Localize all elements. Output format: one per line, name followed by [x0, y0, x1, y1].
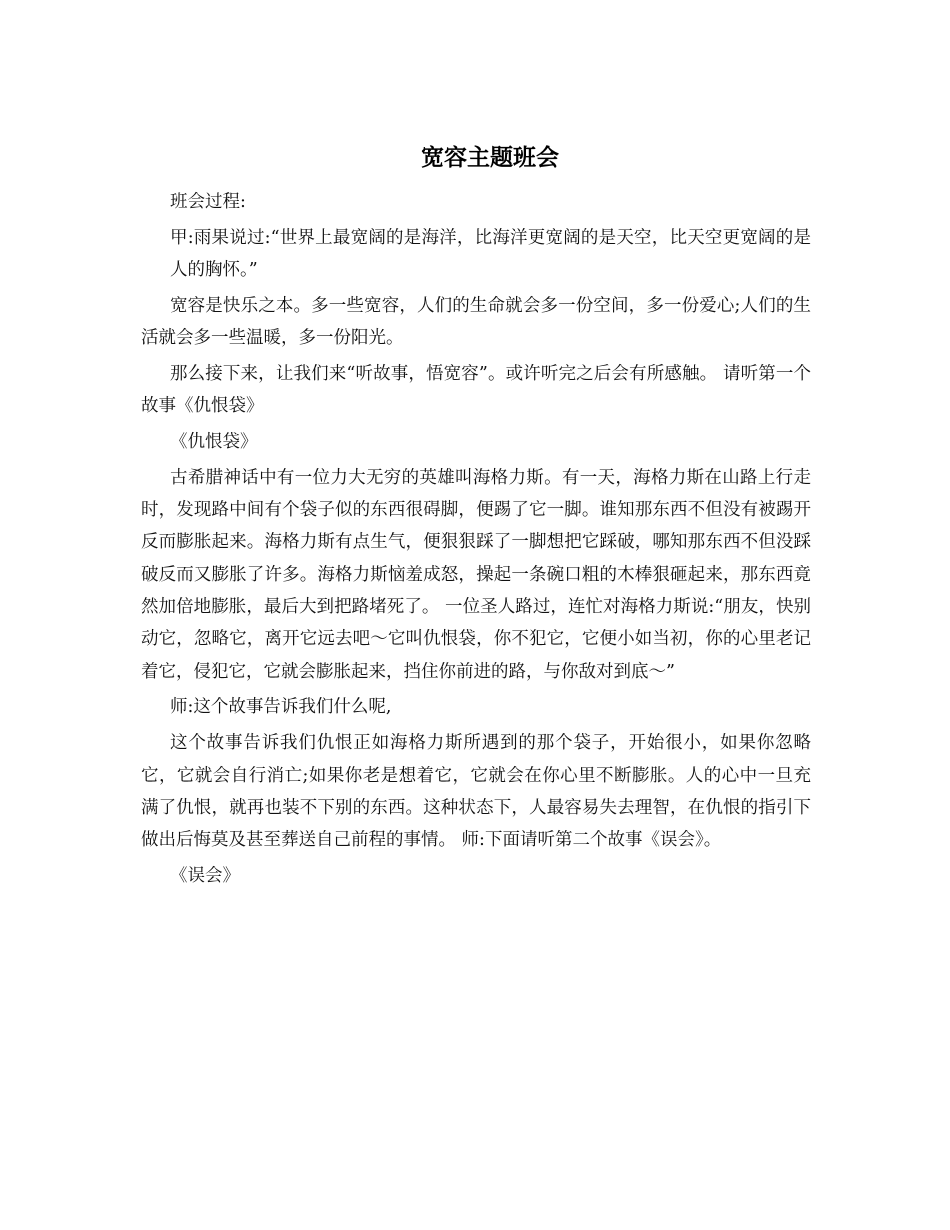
paragraph-teacher-question: 师:这个故事告诉我们什么呢,	[170, 697, 392, 718]
paragraph-story1-lesson: 这个故事告诉我们仇恨正如海格力斯所遇到的那个袋子，开始很小，如果你忽略它，它就会自行消亡;如果你老是想着它，它就会在你心里不断膨胀。人的心中一旦充满了仇恨，就再也装不下别的东西。这种状态下，人最容易失去理智，在仇恨的指引下做出后悔莫及甚至葬送自己前程的事情。 师:下面请听第二个故事《误会》。	[141, 733, 811, 851]
paragraph-hugo-quote: 甲:雨果说过:“世界上最宽阔的是海洋，比海洋更宽阔的是天空，比天空更宽阔的是人的胸怀。”	[170, 227, 811, 281]
paragraph-story1-title: 《仇恨袋》	[170, 432, 258, 453]
paragraph-story2-title: 《误会》	[170, 865, 240, 886]
paragraph-process-heading: 班会过程:	[170, 192, 246, 212]
paragraph-story1-body: 古希腊神话中有一位力大无穷的英雄叫海格力斯。有一天，海格力斯在山路上行走时，发现路中间有个袋子似的东西很碍脚，便踢了它一脚。谁知那东西不但没有被踢开反而膨胀起来。海格力斯有点生气，便狠狠踩了一脚想把它踩破，哪知那东西不但没踩破反而又膨胀了许多。海格力斯恼羞成怒，操起一条碗口粗的木棒狠砸起来，那东西竟然加倍地膨胀，最后大到把路堵死了。 一位圣人路过，连忙对海格力斯说:“朋友，快别动它，忽略它，离开它远去吧～它叫仇恨袋，你不犯它，它便小如当初，你的心里老记着它，侵犯它，它就会膨胀起来，挡住你前进的路，与你敌对到底～”	[141, 467, 811, 682]
paragraph-tolerance-intro: 宽容是快乐之本。多一些宽容，人们的生命就会多一份空间，多一份爱心;人们的生活就会多一些温暖，多一份阳光。	[141, 295, 811, 349]
paragraph-story-transition: 那么接下来，让我们来“听故事，悟宽容”。或许听完之后会有所感触。 请听第一个故事《仇恨袋》	[141, 363, 811, 417]
document-title: 宽容主题班会	[421, 144, 559, 171]
document-body	[141, 186, 811, 892]
